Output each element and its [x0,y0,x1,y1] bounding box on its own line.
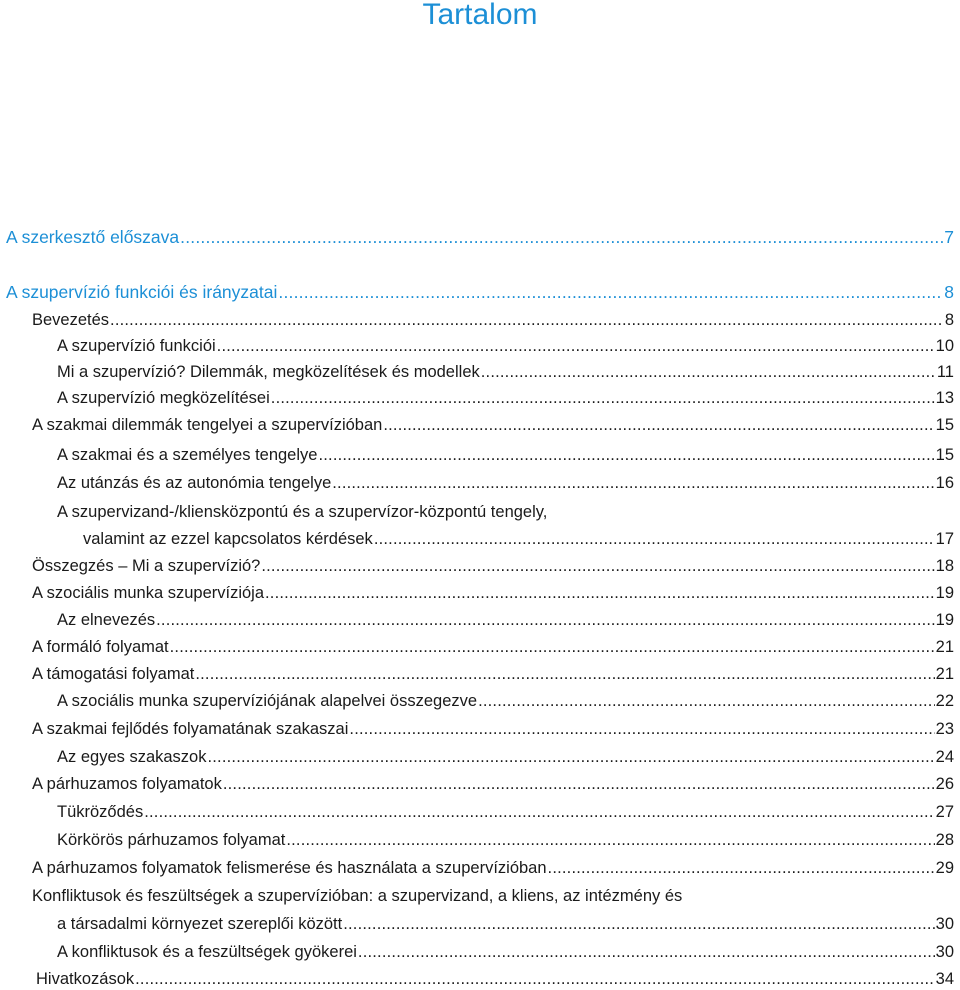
toc-entry[interactable] [57,913,954,935]
toc-leader-dots [286,829,934,851]
toc-entry[interactable] [32,414,954,436]
toc-entry[interactable] [32,857,954,879]
toc-entry-page: 19 [935,584,954,602]
toc-entry-title: A formáló folyamat [32,638,169,656]
toc-entry[interactable] [57,444,954,466]
toc-leader-dots [383,414,934,436]
toc-entry[interactable] [57,387,954,409]
toc-leader-dots [548,857,935,879]
toc-leader-dots [207,746,934,768]
toc-entry-title: a társadalmi környezet szereplői között [57,915,343,933]
toc-entry[interactable] [57,609,954,631]
toc-entry-title: A szakmai és a személyes tengelye [57,446,318,464]
toc-entry[interactable] [32,718,954,740]
toc-leader-dots [135,968,935,990]
toc-entry-page: 21 [935,638,954,656]
toc-leader-dots [349,718,934,740]
toc-entry[interactable] [32,582,954,604]
toc-entry-title: A szerkesztő előszava [6,227,180,247]
toc-entry[interactable] [36,968,954,990]
toc-leader-dots [110,309,944,331]
toc-leader-dots [332,472,934,494]
toc-entry-page: 30 [935,915,954,933]
toc-entry-page: 23 [935,720,954,738]
toc-leader-dots [481,361,936,383]
toc-leader-dots [271,387,935,409]
toc-leader-dots [170,636,935,658]
toc-entry-title: valamint az ezzel kapcsolatos kérdések [83,530,373,548]
toc-entry-title: A támogatási folyamat [32,665,195,683]
toc-entry[interactable] [57,335,954,357]
toc-leader-dots [374,528,935,550]
toc-entry-title: A szakmai dilemmák tengelyei a szupervízióban [32,416,383,434]
toc-leader-dots [318,444,934,466]
toc-entry[interactable] [57,746,954,768]
toc-entry-title-line1[interactable]: A szupervizand-/kliensközpontú és a szupervízor-központú tengely, [57,503,548,521]
toc-entry-title: A konfliktusok és a feszültségek gyökerei [57,943,357,961]
toc-entry-title: A szociális munka szupervíziójának alapelvei összegezve [57,692,478,710]
toc-entry-title: A szakmai fejlődés folyamatának szakaszai [32,720,349,738]
toc-entry-title-line1[interactable]: Konfliktusok és feszültségek a szupervízióban: a szupervizand, a kliens, az intézmény és [32,887,683,905]
toc-entry[interactable] [57,690,954,712]
toc-entry[interactable] [32,555,954,577]
toc-entry-page: 11 [936,363,954,381]
toc-entry-title: Az elnevezés [57,611,156,629]
toc-leader-dots [278,281,943,303]
toc-entry[interactable] [83,528,954,550]
toc-entry-page: 28 [935,831,954,849]
toc-entry-title: A szupervízió megközelítései [57,389,270,407]
toc-leader-dots [478,690,935,712]
toc-entry[interactable] [6,281,954,303]
toc-entry-page: 34 [935,970,954,988]
toc-entry[interactable] [32,663,954,685]
toc-entry-page: 24 [935,748,954,766]
toc-entry-title: Az utánzás és az autonómia tengelye [57,474,332,492]
toc-entry[interactable] [57,472,954,494]
toc-entry-page: 15 [935,416,954,434]
toc-entry-page: 18 [935,557,954,575]
toc-entry-page: 8 [944,311,954,329]
toc-entry-title: A szupervízió funkciói és irányzatai [6,282,278,302]
toc-entry-page: 16 [935,474,954,492]
toc-entry-title: Körkörös párhuzamos folyamat [57,831,286,849]
toc-entry-title: A szociális munka szupervíziója [32,584,265,602]
toc-entry-title: A párhuzamos folyamatok [32,775,222,793]
toc-entry-page: 10 [935,337,954,355]
toc-entry-page: 21 [935,665,954,683]
toc-leader-dots [265,582,935,604]
toc-leader-dots [195,663,934,685]
toc-entry-page: 13 [935,389,954,407]
toc-leader-dots [144,801,934,823]
toc-leader-dots [343,913,934,935]
toc-entry-page: 30 [935,943,954,961]
toc-entry[interactable] [32,773,954,795]
toc-entry-title: Tükröződés [57,803,144,821]
toc-entry-page: 27 [935,803,954,821]
toc-entry[interactable] [57,941,954,963]
toc-entry-page: 22 [935,692,954,710]
toc-entry-page: 8 [944,282,954,302]
toc-leader-dots [180,226,943,248]
toc-leader-dots [261,555,934,577]
toc-entry-page: 19 [935,611,954,629]
toc-entry-title: A párhuzamos folyamatok felismerése és használata a szupervízióban [32,859,547,877]
toc-leader-dots [223,773,935,795]
toc-entry-title: Hivatkozások [36,970,135,988]
toc-entry-title: Összegzés – Mi a szupervízió? [32,557,261,575]
toc-entry-title: Bevezetés [32,311,110,329]
toc-entry[interactable] [57,829,954,851]
toc-entry[interactable] [57,361,954,383]
toc-leader-dots [358,941,935,963]
toc-entry-page: 29 [935,859,954,877]
toc-entry-title: A szupervízió funkciói [57,337,216,355]
toc-entry-page: 17 [935,530,954,548]
toc-entry[interactable] [6,226,954,248]
toc-entry-page: 26 [935,775,954,793]
toc-entry-title: Mi a szupervízió? Dilemmák, megközelítések és modellek [57,363,480,381]
toc-leader-dots [217,335,935,357]
toc-entry[interactable] [57,801,954,823]
toc-entry-page: 7 [944,227,954,247]
toc-entry[interactable] [32,309,954,331]
toc-entry[interactable] [32,636,954,658]
toc-entry-title: Az egyes szakaszok [57,748,207,766]
toc-leader-dots [156,609,935,631]
page-title: Tartalom [422,0,538,31]
toc-entry-page: 15 [935,446,954,464]
